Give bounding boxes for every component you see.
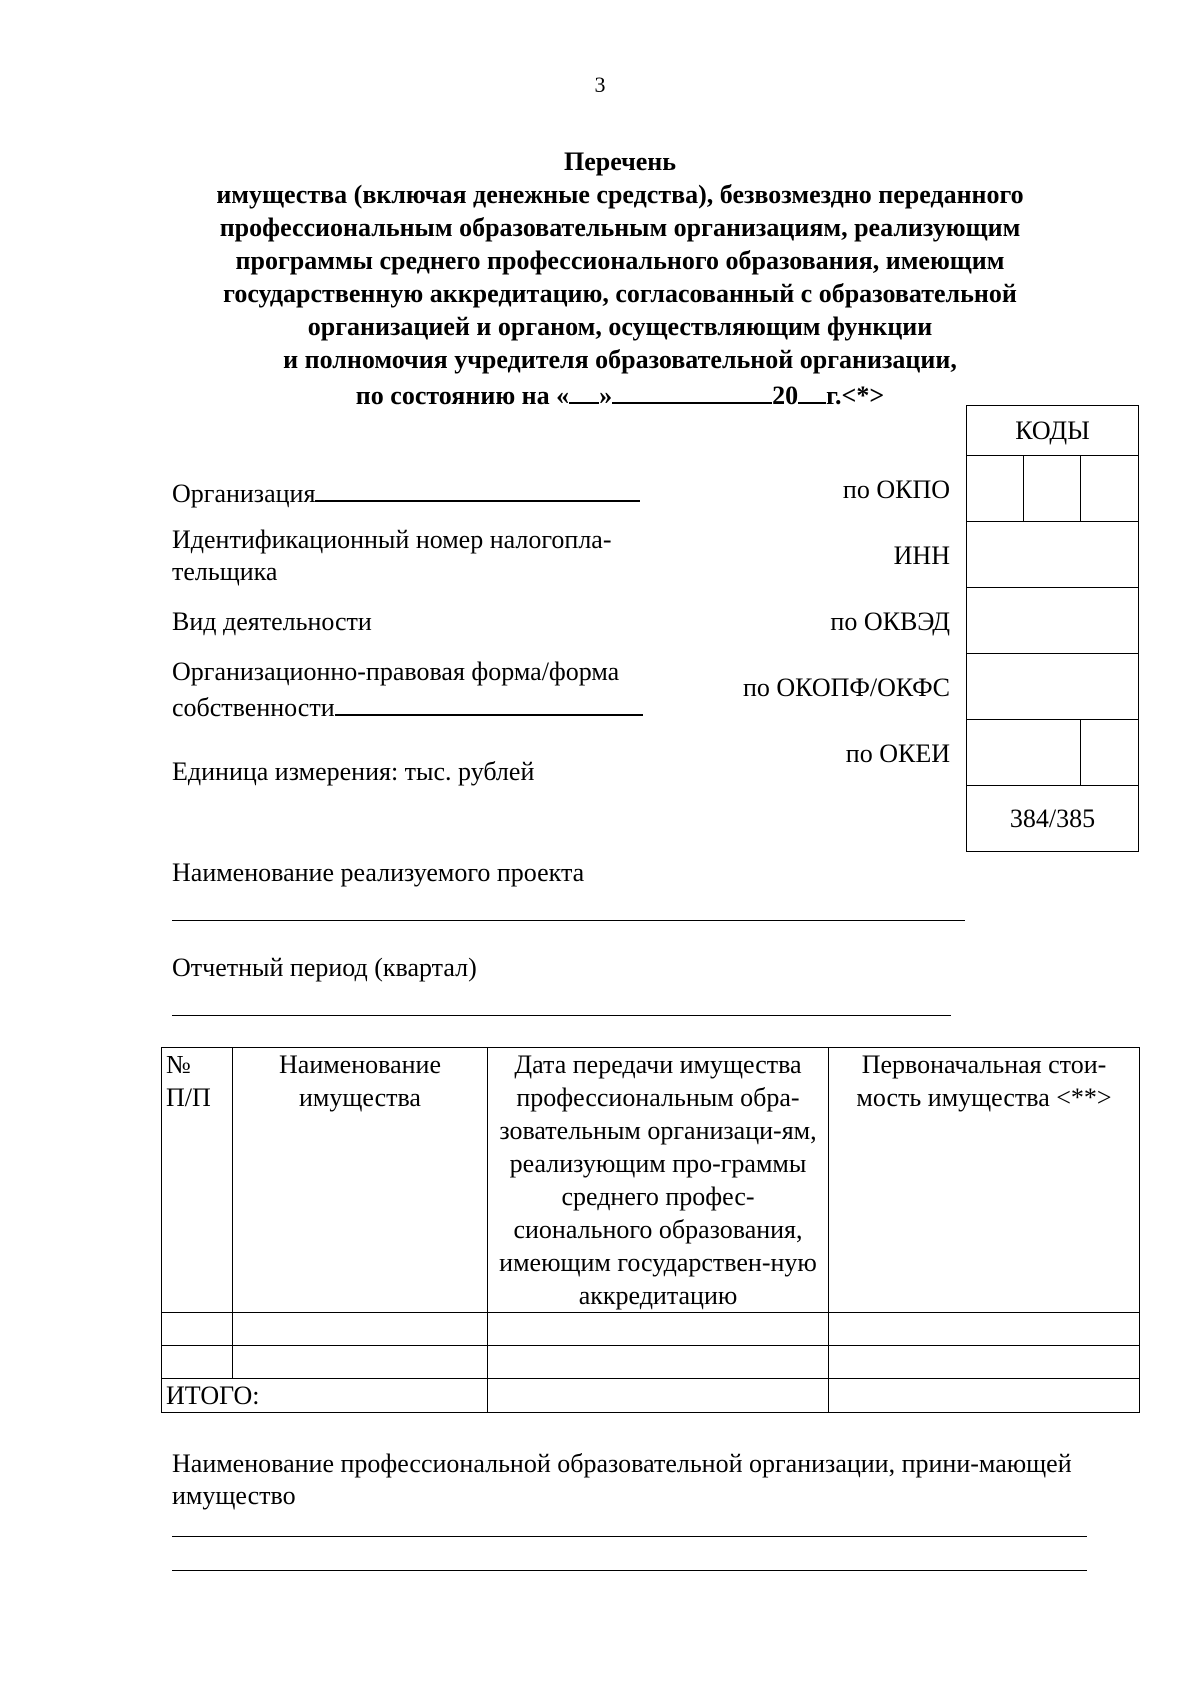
title-heading: Перечень <box>563 147 677 176</box>
total-date-cell[interactable] <box>488 1379 829 1413</box>
inn-code-cell[interactable] <box>967 522 1139 588</box>
okpo-code-cell[interactable] <box>1081 456 1139 522</box>
document-title <box>120 145 1120 412</box>
header-number <box>162 1048 233 1313</box>
title-line: программы среднего профессионального образования, имеющим <box>235 246 1005 275</box>
table-cell[interactable] <box>488 1346 829 1379</box>
okei-code-cell[interactable] <box>967 720 1081 786</box>
table-cell[interactable] <box>162 1346 233 1379</box>
inn-label <box>172 524 612 588</box>
codes-header: КОДЫ <box>967 406 1139 456</box>
legal-form-label-line: собственности <box>172 693 335 722</box>
legal-form-input-line[interactable] <box>335 688 643 716</box>
okei-code-cell[interactable] <box>1081 720 1139 786</box>
period-label: Отчетный период (квартал) <box>172 953 477 982</box>
okpo-code-cell[interactable] <box>967 456 1024 522</box>
total-label: ИТОГО: <box>162 1379 488 1413</box>
inn-label-line: тельщика <box>172 557 278 586</box>
project-label: Наименование реализуемого проекта <box>172 858 585 887</box>
date-year: 20 <box>772 381 799 410</box>
property-table <box>161 1047 1140 1413</box>
page-number: 3 <box>594 72 606 97</box>
receiver-input-line[interactable] <box>172 1536 1087 1537</box>
total-cost-cell[interactable] <box>829 1379 1140 1413</box>
title-line: имущества (включая денежные средства), безвозмездно переданного <box>216 180 1024 209</box>
receiver-label: Наименование профессиональной образовательной организации, прини-мающей имущество <box>172 1449 1072 1510</box>
okei-code-value: 384/385 <box>967 786 1139 852</box>
period-input-line[interactable] <box>172 1015 951 1016</box>
table-cell[interactable] <box>233 1346 488 1379</box>
activity-label: Вид деятельности <box>172 607 372 636</box>
okopf-label: по ОКОПФ/ОКФС <box>742 673 950 702</box>
title-line: государственную аккредитацию, согласованный с образовательной <box>223 279 1017 308</box>
title-line: организацией и органом, осуществляющим функции <box>307 312 933 341</box>
okved-label: по ОКВЭД <box>830 607 950 636</box>
date-day-blank[interactable] <box>569 376 599 404</box>
date-year-blank[interactable] <box>798 376 826 404</box>
date-suffix: г.<*> <box>826 381 885 410</box>
table-cell[interactable] <box>233 1313 488 1346</box>
table-cell[interactable] <box>829 1313 1140 1346</box>
header-cost: Первоначальная стои-мость имущества <**> <box>829 1048 1140 1313</box>
okopf-code-cell[interactable] <box>967 654 1139 720</box>
organization-field <box>172 474 640 510</box>
header-name: Наименование имущества <box>233 1048 488 1313</box>
inn-label-line: Идентификационный номер налогопла- <box>172 525 612 554</box>
organization-label: Организация <box>172 479 316 508</box>
date-month-blank[interactable] <box>612 376 772 404</box>
table-cell[interactable] <box>162 1313 233 1346</box>
legal-form-field <box>172 656 643 724</box>
organization-input-line[interactable] <box>315 474 640 502</box>
title-line: и полномочия учредителя образовательной организации, <box>283 345 957 374</box>
unit-label: Единица измерения: тыс. рублей <box>172 757 535 786</box>
table-cell[interactable] <box>829 1346 1140 1379</box>
header-number-line: № <box>166 1050 191 1079</box>
codes-table <box>966 405 1139 852</box>
okei-label: по ОКЕИ <box>845 739 950 768</box>
okpo-label: по ОКПО <box>842 475 950 504</box>
date-mid: » <box>599 381 613 410</box>
receiver-input-line[interactable] <box>172 1570 1087 1571</box>
date-prefix: по состоянию на « <box>355 381 570 410</box>
okpo-code-cell[interactable] <box>1024 456 1081 522</box>
title-line: профессиональным образовательным организациям, реализующим <box>219 213 1021 242</box>
header-number-line: П/П <box>166 1083 211 1112</box>
project-input-line[interactable] <box>172 920 965 921</box>
header-date: Дата передачи имущества профессиональным обра-зовательным организаци-ям, реализующим про-граммы среднего профес-сионального образования, имеющим государствен-ную аккредитацию <box>488 1048 829 1313</box>
inn-code-label: ИНН <box>893 541 950 570</box>
okved-code-cell[interactable] <box>967 588 1139 654</box>
table-cell[interactable] <box>488 1313 829 1346</box>
legal-form-label-line: Организационно-правовая форма/форма <box>172 657 620 686</box>
